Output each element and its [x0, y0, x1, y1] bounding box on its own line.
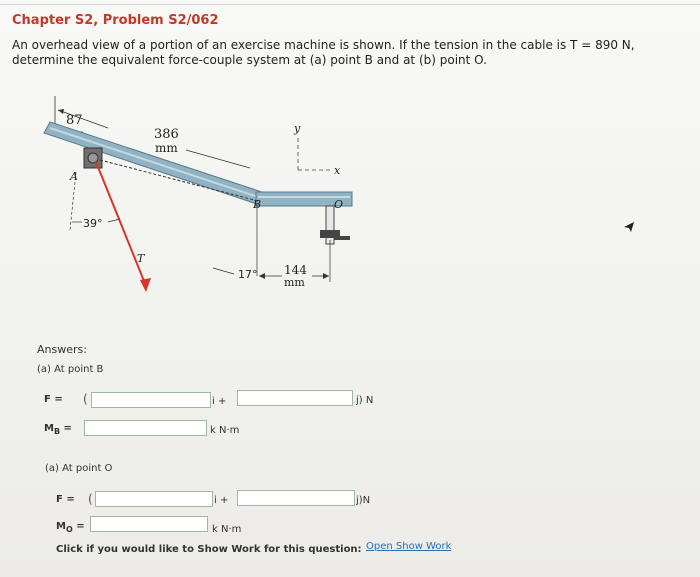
part-a-f-j-input[interactable] [237, 390, 353, 406]
dim-144-unit: mm [284, 276, 305, 289]
part-b-k-unit: k N·m [212, 524, 242, 535]
part-b-f-label: F = [56, 494, 75, 505]
part-a-i-unit: i + [212, 396, 227, 407]
part-a-k-unit: k N·m [210, 425, 240, 436]
part-b-m-label: $M_O$ = [56, 521, 85, 534]
part-a-m-label: $M_B$ = [44, 423, 72, 436]
axis-y-label: y [294, 122, 301, 135]
part-b-f-i-input[interactable] [95, 491, 213, 507]
post-o [326, 206, 334, 244]
angle-17-label: 17° [238, 268, 258, 281]
mouse-pointer-icon [622, 220, 636, 234]
part-a-j-unit: j) N [356, 395, 374, 406]
dim-386-value: 386 [154, 127, 179, 142]
part-b-m-input[interactable] [90, 516, 208, 532]
dim-87-arrow [58, 109, 64, 114]
cable-t [96, 162, 146, 286]
part-b-j-unit: j)N [356, 495, 371, 506]
part-a-open-paren: ( [83, 392, 88, 406]
part-b-f-j-input[interactable] [237, 490, 355, 506]
label-b: B [253, 198, 262, 211]
top-divider [0, 4, 700, 5]
pulley-wheel [88, 153, 98, 163]
problem-statement: An overhead view of a portion of an exercise machine is shown. If the tension in the cable is T = 890 N, determine the equivalent force-couple system at (a) point B and at (b) point O. [12, 38, 635, 67]
dim-144-value: 144 [284, 263, 307, 277]
dim-144-right-arrow [323, 273, 329, 279]
exercise-machine-figure [0, 80, 420, 310]
dim-87-value: 87 [66, 113, 83, 128]
label-o: O [334, 198, 344, 211]
part-b-open-paren: ( [88, 492, 93, 506]
dim-144-left-arrow [259, 273, 265, 279]
angle-39-right-tick [108, 219, 120, 222]
dim-386-unit: mm [155, 141, 178, 155]
post-o-foot [334, 236, 350, 240]
open-show-work-link[interactable]: Open Show Work [366, 541, 452, 552]
part-a-label: (a) At point B [37, 364, 104, 375]
answers-heading: Answers: [37, 343, 87, 356]
label-a: A [70, 170, 78, 183]
cable-t-arrowhead [140, 278, 151, 292]
part-a-f-label: F = [44, 394, 63, 405]
problem-title: Chapter S2, Problem S2/062 [12, 13, 219, 28]
angle-39-label: 39° [83, 217, 103, 230]
part-b-i-unit: i + [214, 495, 229, 506]
dim-17-left [213, 268, 234, 274]
label-t: T [137, 252, 145, 265]
part-b-label: (a) At point O [45, 463, 113, 474]
dim-386-line [186, 150, 250, 168]
show-work-question: Click if you would like to Show Work for this question: [56, 544, 362, 555]
part-a-f-i-input[interactable] [91, 392, 211, 408]
axis-x-label: x [334, 164, 341, 177]
part-a-m-input[interactable] [84, 420, 207, 436]
